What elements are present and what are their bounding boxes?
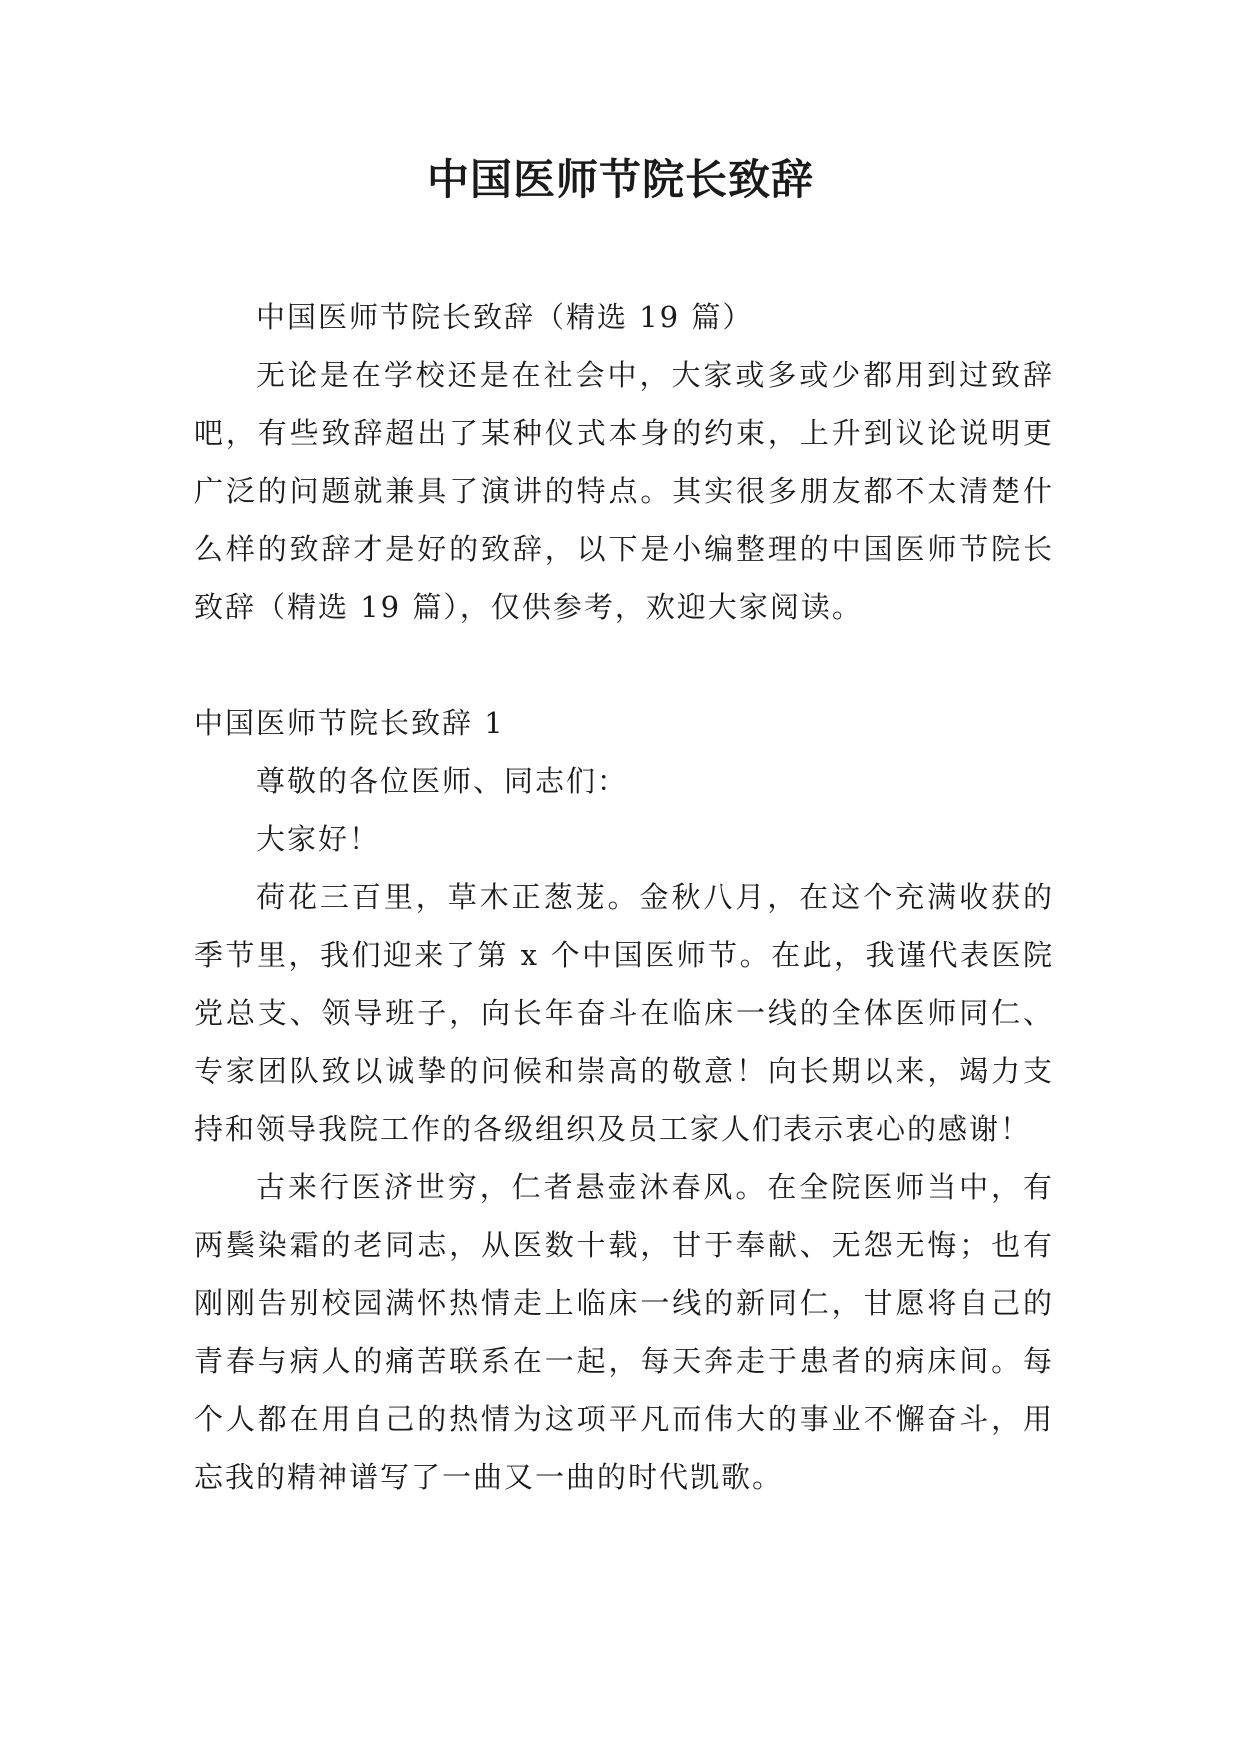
subtitle-line: 中国医师节院长致辞（精选 19 篇） <box>256 300 754 334</box>
section-heading: 中国医师节院长致辞 1 <box>194 706 505 740</box>
speech-paragraph-2: 古来行医济世穷，仁者悬壶沐春风。在全院医师当中，有两鬓染霜的老同志，从医数十载，甘于奉献、无怨无悔；也有刚刚告别校园满怀热情走上临床一线的新同仁，甘愿将自己的青春与病人的痛苦联系在一起，每天奔走于患者的病床间。每个人都在用自己的热情为这项平凡而伟大的事业不懈奋斗，用忘我的精神谱写了一曲又一曲的时代凯歌。 <box>194 1170 1054 1494</box>
document-body <box>194 288 1054 1506</box>
salutation: 尊敬的各位医师、同志们： <box>256 764 629 798</box>
greeting: 大家好！ <box>256 822 381 856</box>
spacer <box>194 636 1054 694</box>
speech-paragraph-1: 荷花三百里，草木正葱茏。金秋八月，在这个充满收获的季节里，我们迎来了第 x 个中国医师节。在此，我谨代表医院党总支、领导班子，向长年奋斗在临床一线的全体医师同仁、专家团队致以诚挚的问候和崇高的敬意！向长期以来，竭力支持和领导我院工作的各级组织及员工家人们表示衷心的感谢！ <box>194 880 1054 1146</box>
document-title: 中国医师节院长致辞 <box>426 155 814 204</box>
intro-paragraph: 无论是在学校还是在社会中，大家或多或少都用到过致辞吧，有些致辞超出了某种仪式本身的约束，上升到议论说明更广泛的问题就兼具了演讲的特点。其实很多朋友都不太清楚什么样的致辞才是好的致辞，以下是小编整理的中国医师节院长致辞（精选 19 篇），仅供参考，欢迎大家阅读。 <box>194 358 1054 624</box>
